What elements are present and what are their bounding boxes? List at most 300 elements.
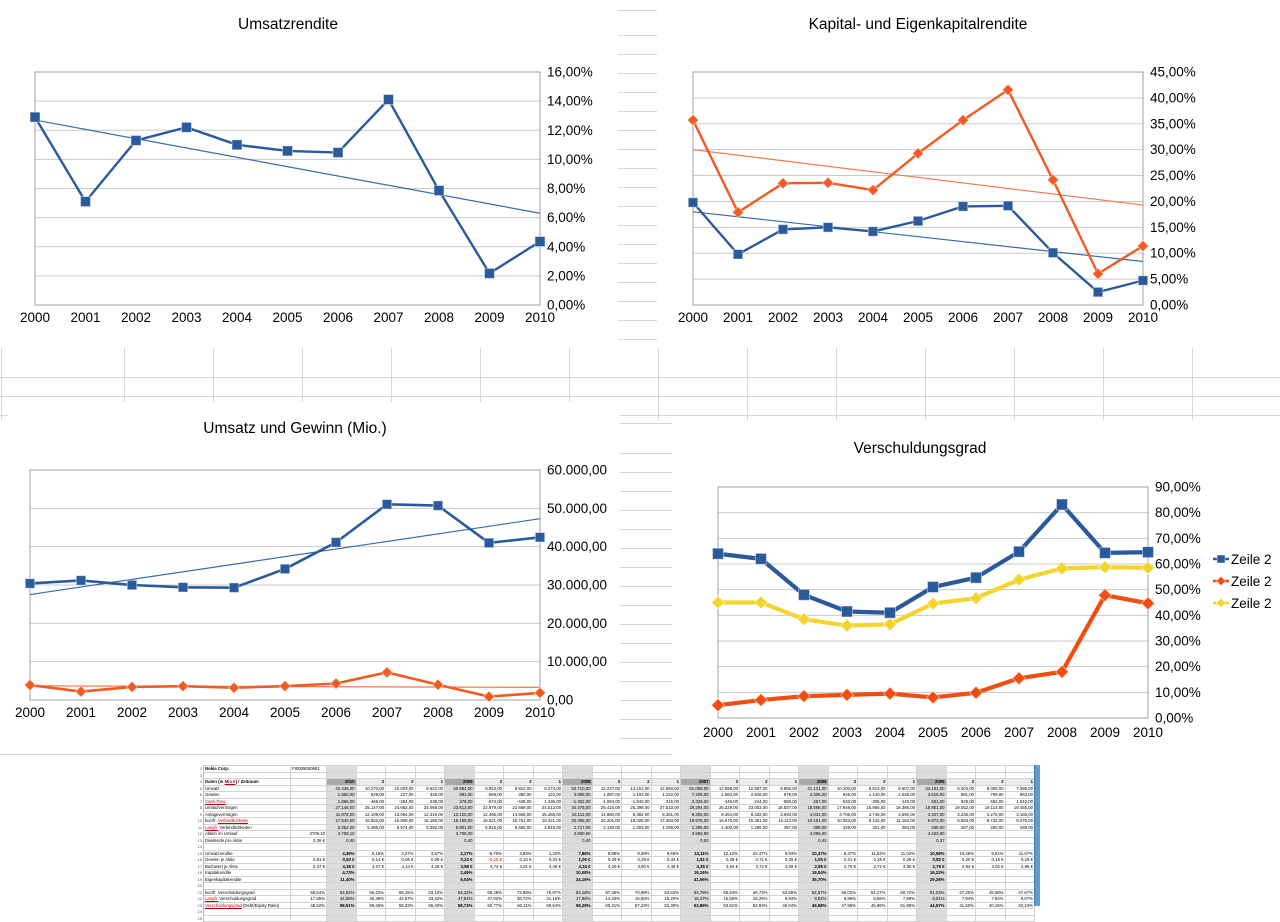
cell-r8c9[interactable]: 25.416,00: [592, 805, 622, 812]
cell-r17c21[interactable]: 2,94 €: [946, 863, 976, 870]
cell-r11c13[interactable]: 1.400,00: [710, 824, 740, 831]
cell-r8c0[interactable]: 27.145,00: [327, 805, 357, 812]
cell-r10c15[interactable]: 10.113,00: [769, 818, 799, 825]
cell-r4c4[interactable]: 2009: [445, 779, 475, 786]
cell-r18c12[interactable]: 19,16%: [681, 870, 711, 877]
cell-r11c18[interactable]: 321,00: [858, 824, 888, 831]
cell-r8c4[interactable]: 23.613,00: [445, 805, 475, 812]
cell-pre[interactable]: 0,36 €: [291, 837, 327, 844]
cell-pre[interactable]: 48,52%: [291, 902, 327, 909]
cell-r11c10[interactable]: 1.303,00: [622, 824, 652, 831]
cell-r23c23[interactable]: 42,24%: [1005, 902, 1035, 909]
cell-r16c0[interactable]: 0,50 €: [327, 857, 357, 864]
cell-r21c9[interactable]: 87,35%: [592, 889, 622, 896]
cell-r11c4[interactable]: 5.801,00: [445, 824, 475, 831]
cell-r17c5[interactable]: 3,74 €: [474, 863, 504, 870]
cell-r25c11[interactable]: [651, 915, 681, 922]
cell-r25c8[interactable]: [563, 915, 593, 922]
cell-r13c0[interactable]: 0,40: [327, 837, 357, 844]
cell-r19c16[interactable]: 35,70%: [799, 876, 829, 883]
cell-r10c12[interactable]: 18.976,00: [681, 818, 711, 825]
row-number[interactable]: 25: [194, 915, 204, 922]
cell-r15c16[interactable]: 10,47%: [799, 850, 829, 857]
cell-r10c18[interactable]: 9.142,00: [858, 818, 888, 825]
cell-r6c10[interactable]: 1.103,00: [622, 792, 652, 799]
cell-r25c9[interactable]: [592, 915, 622, 922]
cell-r13c20[interactable]: 0,37: [917, 837, 947, 844]
cell-r10c22[interactable]: 8.732,00: [976, 818, 1006, 825]
cell-r16c20[interactable]: 0,82 €: [917, 857, 947, 864]
row-number[interactable]: 11: [194, 824, 204, 831]
cell-r5c4[interactable]: 40.984,00: [445, 785, 475, 792]
cell-r6c1[interactable]: 529,00: [356, 792, 386, 799]
cell-r16c15[interactable]: 0,25 €: [769, 857, 799, 864]
cell-r6c6[interactable]: 380,00: [504, 792, 534, 799]
cell-r21c13[interactable]: 65,84%: [710, 889, 740, 896]
cell-r21c22[interactable]: 45,68%: [976, 889, 1006, 896]
cell-r16c9[interactable]: 0,29 €: [592, 857, 622, 864]
cell-r16c13[interactable]: 0,39 €: [710, 857, 740, 864]
cell-r6c16[interactable]: 4.306,00: [799, 792, 829, 799]
cell-r7c15[interactable]: -550,00: [769, 798, 799, 805]
cell-r23c7[interactable]: 58,64%: [533, 902, 563, 909]
cell-r23c22[interactable]: 40,16%: [976, 902, 1006, 909]
row-number[interactable]: 12: [194, 831, 204, 838]
cell-r13c16[interactable]: 0,43: [799, 837, 829, 844]
cell-r23c0[interactable]: 58,51%: [327, 902, 357, 909]
cell-r23c20[interactable]: 44,57%: [917, 902, 947, 909]
cell-r7c0[interactable]: 1.866,00: [327, 798, 357, 805]
cell-r6c19[interactable]: 1.048,00: [887, 792, 917, 799]
row-number[interactable]: 18: [194, 870, 204, 877]
cell-r16c3[interactable]: 0,09 €: [415, 857, 445, 864]
cell-r7c10[interactable]: -1.840,00: [622, 798, 652, 805]
cell-r5c7[interactable]: 9.274,00: [533, 785, 563, 792]
cell-r21c16[interactable]: 54,67%: [799, 889, 829, 896]
cell-r21c2[interactable]: 68,15%: [386, 889, 416, 896]
cell-r17c16[interactable]: 2,95 €: [799, 863, 829, 870]
cell-r6c22[interactable]: 799,00: [976, 792, 1006, 799]
cell-r22c22[interactable]: 7,94%: [976, 896, 1006, 903]
cell-r4c15[interactable]: 1: [769, 779, 799, 786]
cell-r15c23[interactable]: 11,67%: [1005, 850, 1035, 857]
cell-r6c0[interactable]: 1.850,00: [327, 792, 357, 799]
cell-r11c22[interactable]: 260,00: [976, 824, 1006, 831]
cell-r9c20[interactable]: 3.347,00: [917, 811, 947, 818]
cell-r15c17[interactable]: 8,37%: [828, 850, 858, 857]
cell-r8c18[interactable]: 16.865,00: [858, 805, 888, 812]
cell-r5c20[interactable]: 34.191,00: [917, 785, 947, 792]
cell-r19c8[interactable]: 24,16%: [563, 876, 593, 883]
cell-r25c14[interactable]: [740, 915, 770, 922]
cell-r6c18[interactable]: 1.140,00: [858, 792, 888, 799]
cell-r5c15[interactable]: 9.856,00: [769, 785, 799, 792]
chart-umsatz-und-gewinn[interactable]: [8, 402, 620, 754]
cell-r12c16[interactable]: 4.095,00: [799, 831, 829, 838]
cell-r4c21[interactable]: 3: [946, 779, 976, 786]
cell-r13c4[interactable]: 0,40: [445, 837, 475, 844]
cell-r21c19[interactable]: 60,72%: [887, 889, 917, 896]
cell-r4c13[interactable]: 3: [710, 779, 740, 786]
cell-r5c5[interactable]: 9.810,00: [474, 785, 504, 792]
cell-r25c3[interactable]: [415, 915, 445, 922]
cell-r25c4[interactable]: [445, 915, 475, 922]
cell-r5c1[interactable]: 10.270,00: [356, 785, 386, 792]
cell-r25c10[interactable]: [622, 915, 652, 922]
cell-r15c12[interactable]: 14,11%: [681, 850, 711, 857]
cell-r9c2[interactable]: 13.064,00: [386, 811, 416, 818]
cell-r19c0[interactable]: 11,40%: [327, 876, 357, 883]
cell-r10c9[interactable]: 20.201,00: [592, 818, 622, 825]
cell-r4c11[interactable]: 1: [651, 779, 681, 786]
cell-r23c10[interactable]: 57,23%: [622, 902, 652, 909]
cell-r5c2[interactable]: 10.003,00: [386, 785, 416, 792]
cell-r16c23[interactable]: 0,19 €: [1005, 857, 1035, 864]
cell-r21c15[interactable]: 53,69%: [769, 889, 799, 896]
cell-r11c3[interactable]: 5.392,00: [415, 824, 445, 831]
cell-r16c8[interactable]: 1,05 €: [563, 857, 593, 864]
cell-r15c21[interactable]: 10,48%: [946, 850, 976, 857]
cell-r17c8[interactable]: 4,34 €: [563, 863, 593, 870]
cell-r25c6[interactable]: [504, 915, 534, 922]
row-number[interactable]: 20: [194, 883, 204, 890]
cell-r8c8[interactable]: 34.475,00: [563, 805, 593, 812]
cell-r25c2[interactable]: [386, 915, 416, 922]
cell-r9c19[interactable]: 3.692,00: [887, 811, 917, 818]
cell-r25c15[interactable]: [769, 915, 799, 922]
cell-r8c14[interactable]: 23.003,00: [740, 805, 770, 812]
cell-r13c12[interactable]: 0,53: [681, 837, 711, 844]
cell-r25c22[interactable]: [976, 915, 1006, 922]
cell-r25c12[interactable]: [681, 915, 711, 922]
cell-r17c7[interactable]: 4,46 €: [533, 863, 563, 870]
row-label[interactable]: Umsatz: [204, 785, 291, 792]
cell-r8c3[interactable]: 24.068,00: [415, 805, 445, 812]
cell-r8c1[interactable]: 25.147,00: [356, 805, 386, 812]
cell-r7c6[interactable]: -448,00: [504, 798, 534, 805]
row-number[interactable]: 16: [194, 857, 204, 864]
cell-r11c2[interactable]: 5.574,00: [386, 824, 416, 831]
cell-r9c16[interactable]: 4.031,00: [799, 811, 829, 818]
row-label[interactable]: kurzfr. Verschuldungsgrad: [204, 889, 291, 896]
cell-r22c4[interactable]: 47,84%: [445, 896, 475, 903]
cell-r9c7[interactable]: 15.455,00: [533, 811, 563, 818]
cell-r18c20[interactable]: 16,22%: [917, 870, 947, 877]
cell-r4c7[interactable]: 1: [533, 779, 563, 786]
row-number[interactable]: 4: [194, 779, 204, 786]
cell-r9c3[interactable]: 12.419,00: [415, 811, 445, 818]
row-number[interactable]: 21: [194, 889, 204, 896]
cell-r8c2[interactable]: 24.663,00: [386, 805, 416, 812]
cell-r15c14[interactable]: 22,47%: [740, 850, 770, 857]
cell-r16c4[interactable]: 0,24 €: [445, 857, 475, 864]
cell-r25c20[interactable]: [917, 915, 947, 922]
cell-r6c12[interactable]: 7.205,00: [681, 792, 711, 799]
cell-r8c7[interactable]: 24.512,00: [533, 805, 563, 812]
cell-r8c11[interactable]: 27.533,00: [651, 805, 681, 812]
cell-r4c22[interactable]: 2: [976, 779, 1006, 786]
data-table[interactable]: [193, 765, 1035, 922]
cell-r11c16[interactable]: 398,00: [799, 824, 829, 831]
cell-r5c16[interactable]: 41.121,00: [799, 785, 829, 792]
cell-r5c8[interactable]: 50.710,00: [563, 785, 593, 792]
cell-link[interactable]: Cash-Flow: [205, 798, 226, 804]
cell-r11c21[interactable]: 257,00: [946, 824, 976, 831]
cell-r16c5[interactable]: -0,15 €: [474, 857, 504, 864]
cell-r4c0[interactable]: 2010: [327, 779, 357, 786]
row-label[interactable]: Verschuldungsgrad (Debt/Equity Ratio): [204, 902, 291, 909]
cell-r6c20[interactable]: 3.616,00: [917, 792, 947, 799]
row-number[interactable]: 24: [194, 909, 204, 916]
row-label[interactable]: Umsatzrendite: [204, 850, 291, 857]
cell-r23c4[interactable]: 58,73%: [445, 902, 475, 909]
cell-r16c21[interactable]: 0,20 €: [946, 857, 976, 864]
cell-r9c14[interactable]: 8.432,00: [740, 811, 770, 818]
row-number[interactable]: 22: [194, 896, 204, 903]
cell-r23c8[interactable]: 58,29%: [563, 902, 593, 909]
row-number[interactable]: 13: [194, 837, 204, 844]
cell-r11c12[interactable]: 1.285,00: [681, 824, 711, 831]
cell-r23c17[interactable]: 47,95%: [828, 902, 858, 909]
cell-r11c6[interactable]: 5.656,00: [504, 824, 534, 831]
cell-r9c13[interactable]: 8.453,00: [710, 811, 740, 818]
cell-r22c7[interactable]: 31,16%: [533, 896, 563, 903]
cell-r15c1[interactable]: 5,15%: [356, 850, 386, 857]
cell-r21c8[interactable]: 83,18%: [563, 889, 593, 896]
cell-r16c2[interactable]: 0,06 €: [386, 857, 416, 864]
cell-r7c5[interactable]: -674,00: [474, 798, 504, 805]
cell-r21c23[interactable]: 47,67%: [1005, 889, 1035, 896]
cell-r11c11[interactable]: 1.269,00: [651, 824, 681, 831]
cell-r10c10[interactable]: 18.028,00: [622, 818, 652, 825]
cell-r7c18[interactable]: -306,00: [858, 798, 888, 805]
cell-r8c5[interactable]: 22.879,00: [474, 805, 504, 812]
cell-r21c14[interactable]: 66,73%: [740, 889, 770, 896]
cell-pre[interactable]: 3709,10: [291, 831, 327, 838]
cell-r23c15[interactable]: 46,04%: [769, 902, 799, 909]
cell-r15c5[interactable]: -5,70%: [474, 850, 504, 857]
cell-r15c4[interactable]: 2,17%: [445, 850, 475, 857]
row-label[interactable]: Gewinn je Aktie: [204, 857, 291, 864]
cell-r11c23[interactable]: 269,00: [1005, 824, 1035, 831]
cell-r21c12[interactable]: 64,78%: [681, 889, 711, 896]
cell-r6c13[interactable]: 1.563,00: [710, 792, 740, 799]
cell-r22c9[interactable]: 14,33%: [592, 896, 622, 903]
chart-verschuldungsgrad[interactable]: [672, 420, 1280, 772]
cell-r7c3[interactable]: 238,00: [415, 798, 445, 805]
cell-r18c4[interactable]: 2,49%: [445, 870, 475, 877]
cell-r22c23[interactable]: 9,07%: [1005, 896, 1035, 903]
cell-pre[interactable]: 17,55%: [291, 896, 327, 903]
cell-r4c20[interactable]: 2005: [917, 779, 947, 786]
cell-r12c12[interactable]: 3.982,80: [681, 831, 711, 838]
cell-r7c16[interactable]: 467,00: [799, 798, 829, 805]
cell-r6c11[interactable]: 1.222,00: [651, 792, 681, 799]
row-label[interactable]: Nokia Corp.: [204, 766, 291, 773]
cell-link[interactable]: Langfr.: [205, 896, 219, 902]
cell-r8c13[interactable]: 25.329,00: [710, 805, 740, 812]
cell-r10c7[interactable]: 18.421,00: [533, 818, 563, 825]
cell-r9c11[interactable]: 8.361,00: [651, 811, 681, 818]
cell-r5c21[interactable]: 8.403,00: [946, 785, 976, 792]
cell-r15c13[interactable]: 12,12%: [710, 850, 740, 857]
cell-r21c10[interactable]: 70,98%: [622, 889, 652, 896]
cell-r17c4[interactable]: 3,98 €: [445, 863, 475, 870]
cell-r6c5[interactable]: -559,00: [474, 792, 504, 799]
cell-r6c3[interactable]: 349,00: [415, 792, 445, 799]
cell-r16c18[interactable]: 0,28 €: [858, 857, 888, 864]
row-number[interactable]: 17: [194, 863, 204, 870]
cell-r22c11[interactable]: 15,20%: [651, 896, 681, 903]
cell-r22c15[interactable]: 9,94%: [769, 896, 799, 903]
cell-r17c17[interactable]: 2,75 €: [828, 863, 858, 870]
row-label[interactable]: Daten (in Mio €) / Zeitraum: [204, 779, 291, 786]
cell-r23c3[interactable]: 56,40%: [415, 902, 445, 909]
chart-kapital-und-eigenkapitalrendite[interactable]: [657, 0, 1280, 348]
cell-r9c18[interactable]: 3.746,00: [858, 811, 888, 818]
row-label[interactable]: Gewinn: [204, 792, 291, 799]
cell-r17c12[interactable]: 4,35 €: [681, 863, 711, 870]
cell-r17c20[interactable]: 2,79 €: [917, 863, 947, 870]
cell-r16c10[interactable]: 0,29 €: [622, 857, 652, 864]
cell-r6c23[interactable]: 863,00: [1005, 792, 1035, 799]
cell-r12c8[interactable]: 3.800,90: [563, 831, 593, 838]
cell-r15c6[interactable]: 3,83%: [504, 850, 534, 857]
row-number[interactable]: 9: [194, 811, 204, 818]
row-number[interactable]: 7: [194, 798, 204, 805]
cell-r9c1[interactable]: 12.109,00: [356, 811, 386, 818]
cell-r9c21[interactable]: 3.236,00: [946, 811, 976, 818]
cell-pre[interactable]: [291, 915, 327, 922]
cell-r4c17[interactable]: 3: [828, 779, 858, 786]
cell-r23c13[interactable]: 53,51%: [710, 902, 740, 909]
cell-r22c12[interactable]: 15,47%: [681, 896, 711, 903]
cell-r10c2[interactable]: 16.808,00: [386, 818, 416, 825]
cell-r7c7[interactable]: 1.436,00: [533, 798, 563, 805]
cell-r8c20[interactable]: 18.951,00: [917, 805, 947, 812]
cell-r23c1[interactable]: 59,45%: [356, 902, 386, 909]
cell-r7c1[interactable]: -469,00: [356, 798, 386, 805]
cell-r10c20[interactable]: 9.873,00: [917, 818, 947, 825]
cell-r11c9[interactable]: 2.130,00: [592, 824, 622, 831]
cell-pre[interactable]: 58,54%: [291, 889, 327, 896]
cell-r6c21[interactable]: 881,00: [946, 792, 976, 799]
cell-r7c20[interactable]: 601,00: [917, 798, 947, 805]
cell-link[interactable]: Mio €: [224, 779, 236, 785]
cell-r10c13[interactable]: 16.676,00: [710, 818, 740, 825]
cell-r8c10[interactable]: 25.398,00: [622, 805, 652, 812]
cell-r16c11[interactable]: 0,32 €: [651, 857, 681, 864]
cell-r7c8[interactable]: -1.302,00: [563, 798, 593, 805]
cell-r8c21[interactable]: 19.052,00: [946, 805, 976, 812]
cell-r11c7[interactable]: 4.816,00: [533, 824, 563, 831]
cell-r4c16[interactable]: 2006: [799, 779, 829, 786]
cell-r21c21[interactable]: 47,20%: [946, 889, 976, 896]
row-number[interactable]: 15: [194, 850, 204, 857]
cell-pre[interactable]: FI0009000681: [291, 766, 327, 773]
cell-r23c6[interactable]: 60,11%: [504, 902, 534, 909]
cell-r23c18[interactable]: 45,96%: [858, 902, 888, 909]
cell-r11c5[interactable]: 5.816,00: [474, 824, 504, 831]
cell-r23c5[interactable]: 60,77%: [474, 902, 504, 909]
cell-r22c2[interactable]: 42,67%: [386, 896, 416, 903]
row-label[interactable]: Anlagevermögen: [204, 811, 291, 818]
row-number[interactable]: 8: [194, 805, 204, 812]
cell-r22c18[interactable]: 8,56%: [858, 896, 888, 903]
cell-r4c1[interactable]: 3: [356, 779, 386, 786]
cell-r8c23[interactable]: 19.455,00: [1005, 805, 1035, 812]
cell-link[interactable]: Verschuldungsgrad: [205, 902, 242, 908]
cell-r16c12[interactable]: 1,81 €: [681, 857, 711, 864]
cell-r16c1[interactable]: 0,14 €: [356, 857, 386, 864]
cell-r9c12[interactable]: 8.305,00: [681, 811, 711, 818]
row-number[interactable]: 19: [194, 876, 204, 883]
cell-r17c3[interactable]: 4,29 €: [415, 863, 445, 870]
cell-r5c10[interactable]: 13.151,00: [622, 785, 652, 792]
cell-r16c14[interactable]: 0,71 €: [740, 857, 770, 864]
cell-r23c2[interactable]: 59,33%: [386, 902, 416, 909]
cell-link[interactable]: Langfr.: [205, 824, 219, 830]
cell-r12c4[interactable]: 3.708,30: [445, 831, 475, 838]
cell-r15c10[interactable]: 8,39%: [622, 850, 652, 857]
cell-r22c16[interactable]: 9,82%: [799, 896, 829, 903]
cell-r17c14[interactable]: 3,72 €: [740, 863, 770, 870]
cell-r7c11[interactable]: 315,00: [651, 798, 681, 805]
cell-r5c3[interactable]: 9.522,00: [415, 785, 445, 792]
cell-r22c14[interactable]: 15,25%: [740, 896, 770, 903]
cell-r10c19[interactable]: 11.164,00: [887, 818, 917, 825]
cell-r19c4[interactable]: 6,04%: [445, 876, 475, 883]
cell-r8c6[interactable]: 22.669,00: [504, 805, 534, 812]
cell-r10c23[interactable]: 9.275,00: [1005, 818, 1035, 825]
cell-r23c16[interactable]: 46,68%: [799, 902, 829, 909]
cell-r25c1[interactable]: [356, 915, 386, 922]
cell-r7c17[interactable]: -633,00: [828, 798, 858, 805]
cell-r21c18[interactable]: 54,27%: [858, 889, 888, 896]
cell-r17c10[interactable]: 3,80 €: [622, 863, 652, 870]
cell-r9c5[interactable]: 12.495,00: [474, 811, 504, 818]
cell-r10c6[interactable]: 16.751,00: [504, 818, 534, 825]
row-label[interactable]: Buchwert je Aktie: [204, 863, 291, 870]
cell-r16c16[interactable]: 1,05 €: [799, 857, 829, 864]
cell-r22c0[interactable]: 44,68%: [327, 896, 357, 903]
cell-r19c20[interactable]: 29,26%: [917, 876, 947, 883]
cell-pre[interactable]: 0,81 €: [291, 857, 327, 864]
cell-r22c1[interactable]: 45,38%: [356, 896, 386, 903]
row-number[interactable]: 10: [194, 818, 204, 825]
cell-r11c1[interactable]: 5.495,00: [356, 824, 386, 831]
cell-r11c20[interactable]: 268,00: [917, 824, 947, 831]
cell-r21c20[interactable]: 51,03%: [917, 889, 947, 896]
cell-r15c0[interactable]: 4,36%: [327, 850, 357, 857]
cell-r6c2[interactable]: 227,00: [386, 792, 416, 799]
cell-r22c10[interactable]: 15,55%: [622, 896, 652, 903]
cell-r4c19[interactable]: 1: [887, 779, 917, 786]
cell-r10c0[interactable]: 17.540,00: [327, 818, 357, 825]
cell-r4c12[interactable]: 2007: [681, 779, 711, 786]
row-number[interactable]: 2: [194, 766, 204, 773]
cell-r15c8[interactable]: 7,86%: [563, 850, 593, 857]
cell-r7c22[interactable]: 552,00: [976, 798, 1006, 805]
cell-r9c23[interactable]: 3.166,00: [1005, 811, 1035, 818]
cell-r25c5[interactable]: [474, 915, 504, 922]
cell-r9c17[interactable]: 3.706,00: [828, 811, 858, 818]
cell-r8c19[interactable]: 18.386,00: [887, 805, 917, 812]
cell-r4c9[interactable]: 3: [592, 779, 622, 786]
cell-r15c20[interactable]: 10,58%: [917, 850, 947, 857]
cell-r15c19[interactable]: 11,02%: [887, 850, 917, 857]
cell-r15c3[interactable]: 3,67%: [415, 850, 445, 857]
